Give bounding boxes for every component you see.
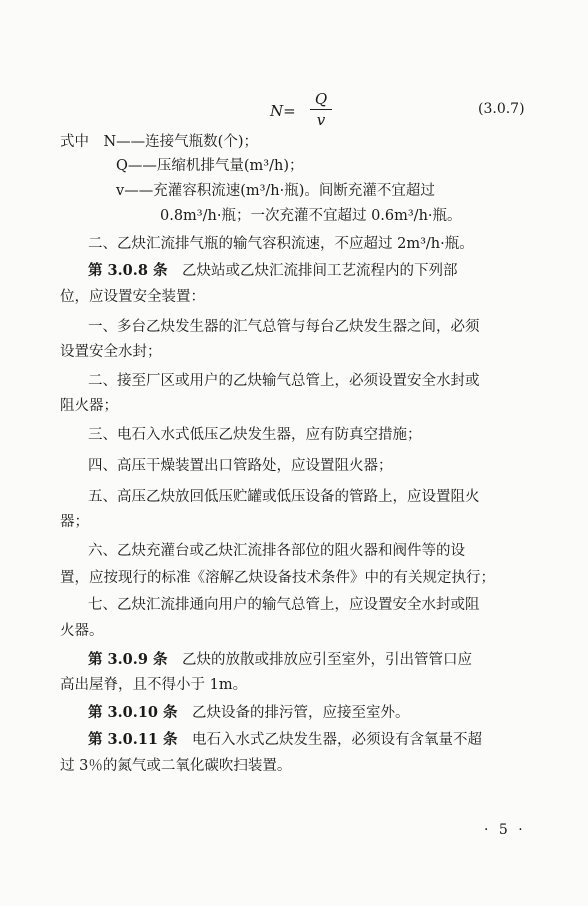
article-text: 乙炔的放散或排放应引至室外，引出管管口应: [167, 652, 472, 668]
definition-line: 0.8m³/h·瓶；一次充灌不宜超过 0.6m³/h·瓶。: [160, 208, 462, 224]
article-text: 乙炔站或乙炔汇流排间工艺流程内的下列部: [167, 263, 458, 279]
fraction-bar: [310, 109, 332, 110]
list-item: 二、接至厂区或用户的乙炔输气总管上，必须设置安全水封或: [88, 373, 480, 389]
article-number: 第 3.0.10 条: [88, 704, 178, 721]
list-item: 四、高压干燥装置出口管路处，应设置阻火器；: [88, 458, 393, 474]
article-text: 乙炔设备的排污管，应接至室外。: [177, 705, 410, 721]
list-item: 火器。: [60, 623, 104, 639]
article-number: 第 3.0.11 条: [88, 731, 178, 748]
definition-line: v——充灌容积流速(m³/h·瓶)。间断充灌不宜超过: [116, 183, 435, 199]
article-text: 电石入水式乙炔发生器，必须设有含氧量不超: [177, 732, 483, 748]
article-3-0-10: [88, 702, 546, 724]
paragraph-item-2: 二、乙炔汇流排气瓶的输气容积流速，不应超过 2m³/h·瓶。: [88, 236, 474, 252]
list-item: 置，应按现行的标准《溶解乙炔设备技术条件》中的有关规定执行；: [60, 570, 495, 586]
list-item: 七、乙炔汇流排通向用户的输气总管上，应设置安全水封或阻: [88, 597, 480, 613]
article-3-0-8: [88, 260, 546, 282]
list-item: 六、乙炔充灌台或乙炔汇流排各部位的阻火器和阀件等的设: [88, 543, 465, 559]
article-3-0-9: [88, 649, 546, 671]
list-item: 设置安全水封；: [60, 344, 162, 360]
article-line: 位，应设置安全装置：: [60, 289, 205, 305]
article-line: 过 3％的氮气或二氧化碳吹扫装置。: [60, 758, 292, 774]
list-item: 一、多台乙炔发生器的汇气总管与每台乙炔发生器之间，必须: [88, 319, 480, 335]
article-line: 高出屋脊，且不得小于 1m。: [60, 677, 248, 693]
list-item: 器；: [60, 514, 89, 530]
list-item: 五、高压乙炔放回低压贮罐或低压设备的管路上，应设置阻火: [88, 489, 480, 505]
formula-denominator: v: [316, 111, 326, 129]
page-number: · 5 ·: [484, 822, 526, 838]
formula-fraction: [310, 90, 332, 129]
definition-line: Q——压缩机排气量(m³/h)；: [116, 158, 304, 174]
definition-line: 式中 N——连接气瓶数(个)；: [60, 134, 259, 150]
list-item: 阻火器；: [60, 398, 118, 414]
list-item: 三、电石入水式低压乙炔发生器，应有防真空措施；: [88, 427, 422, 443]
article-number: 第 3.0.8 条: [88, 262, 168, 279]
formula-numerator: Q: [314, 90, 328, 108]
equation-number: (3.0.7): [478, 101, 525, 117]
article-3-0-11: [88, 729, 546, 751]
article-number: 第 3.0.9 条: [88, 651, 168, 668]
formula-lhs: N=: [270, 102, 296, 120]
